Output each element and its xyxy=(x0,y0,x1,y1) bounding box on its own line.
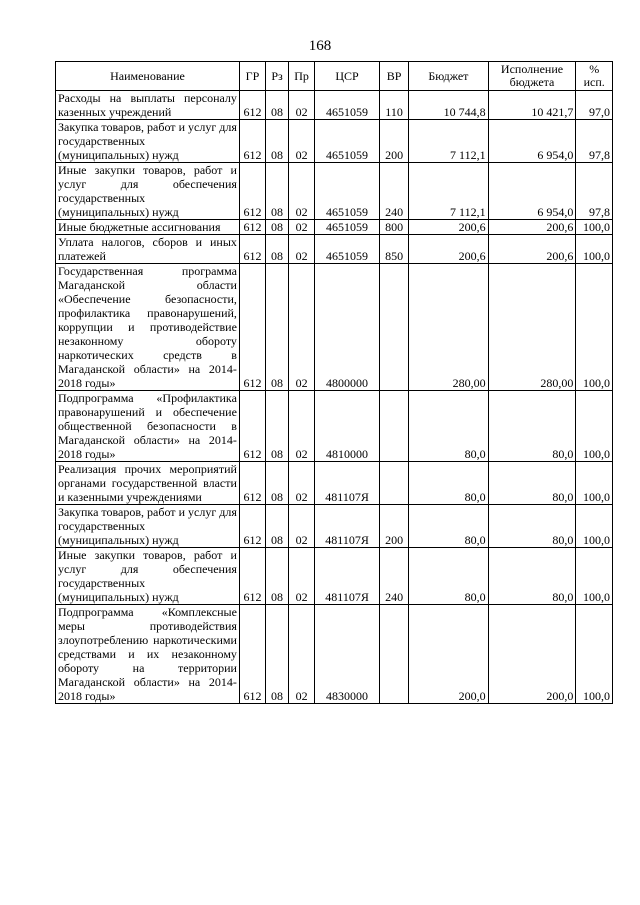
table-row xyxy=(56,91,613,120)
column-header-percent: % исп. xyxy=(576,62,613,91)
row-vr xyxy=(379,264,408,391)
row-csr: 481107Я xyxy=(315,462,380,505)
row-pr: 02 xyxy=(289,605,315,704)
row-percent: 100,0 xyxy=(576,235,613,264)
table-row xyxy=(56,220,613,235)
row-gr: 612 xyxy=(239,391,265,462)
column-header-rz: Рз xyxy=(266,62,289,91)
row-name: Иные закупки товаров, работ и услуг для обеспечения государственных (муниципальных) нужд xyxy=(56,163,240,220)
row-csr: 4651059 xyxy=(315,91,380,120)
column-header-execution: Исполнение бюджета xyxy=(488,62,576,91)
row-name: Подпрограмма «Комплексные меры противодействия злоупотреблению наркотическими средствами и их незаконному обороту на территории Магаданской области» на 2014-2018 годы» xyxy=(56,605,240,704)
row-budget: 200,6 xyxy=(409,235,488,264)
table-row xyxy=(56,462,613,505)
row-rz: 08 xyxy=(266,264,289,391)
row-percent: 100,0 xyxy=(576,462,613,505)
table-row xyxy=(56,235,613,264)
row-rz: 08 xyxy=(266,505,289,548)
row-percent: 100,0 xyxy=(576,264,613,391)
row-pr: 02 xyxy=(289,548,315,605)
row-csr: 4651059 xyxy=(315,220,380,235)
table-row xyxy=(56,391,613,462)
column-header-csr: ЦСР xyxy=(315,62,380,91)
row-gr: 612 xyxy=(239,163,265,220)
row-vr xyxy=(379,462,408,505)
row-vr xyxy=(379,391,408,462)
row-rz: 08 xyxy=(266,120,289,163)
row-gr: 612 xyxy=(239,120,265,163)
row-budget: 80,0 xyxy=(409,462,488,505)
table-row xyxy=(56,548,613,605)
row-name: Закупка товаров, работ и услуг для государственных (муниципальных) нужд xyxy=(56,505,240,548)
table-row xyxy=(56,120,613,163)
row-csr: 4800000 xyxy=(315,264,380,391)
row-vr: 240 xyxy=(379,163,408,220)
row-execution: 200,0 xyxy=(488,605,576,704)
row-gr: 612 xyxy=(239,235,265,264)
row-gr: 612 xyxy=(239,264,265,391)
row-percent: 97,0 xyxy=(576,91,613,120)
row-execution: 200,6 xyxy=(488,235,576,264)
row-csr: 481107Я xyxy=(315,548,380,605)
column-header-name: Наименование xyxy=(56,62,240,91)
row-pr: 02 xyxy=(289,264,315,391)
row-csr: 4830000 xyxy=(315,605,380,704)
table-row xyxy=(56,264,613,391)
row-execution: 80,0 xyxy=(488,548,576,605)
row-name: Иные бюджетные ассигнования xyxy=(56,220,240,235)
row-execution: 200,6 xyxy=(488,220,576,235)
row-percent: 97,8 xyxy=(576,120,613,163)
budget-table xyxy=(55,61,613,704)
row-name: Подпрограмма «Профилактика правонарушений и обеспечение общественной безопасности в Магаданской области» на 2014-2018 годы» xyxy=(56,391,240,462)
row-budget: 200,6 xyxy=(409,220,488,235)
column-header-budget: Бюджет xyxy=(409,62,488,91)
row-budget: 10 744,8 xyxy=(409,91,488,120)
row-execution: 80,0 xyxy=(488,505,576,548)
row-vr: 200 xyxy=(379,505,408,548)
row-budget: 7 112,1 xyxy=(409,163,488,220)
row-pr: 02 xyxy=(289,220,315,235)
row-percent: 100,0 xyxy=(576,220,613,235)
row-rz: 08 xyxy=(266,391,289,462)
row-rz: 08 xyxy=(266,235,289,264)
row-rz: 08 xyxy=(266,462,289,505)
row-gr: 612 xyxy=(239,220,265,235)
row-name: Расходы на выплаты персоналу казенных учреждений xyxy=(56,91,240,120)
row-execution: 10 421,7 xyxy=(488,91,576,120)
row-execution: 80,0 xyxy=(488,391,576,462)
row-vr: 850 xyxy=(379,235,408,264)
row-budget: 280,00 xyxy=(409,264,488,391)
row-percent: 100,0 xyxy=(576,548,613,605)
row-rz: 08 xyxy=(266,548,289,605)
column-header-pr: Пр xyxy=(289,62,315,91)
row-rz: 08 xyxy=(266,163,289,220)
row-pr: 02 xyxy=(289,120,315,163)
row-csr: 4651059 xyxy=(315,120,380,163)
row-budget: 80,0 xyxy=(409,505,488,548)
row-pr: 02 xyxy=(289,163,315,220)
row-gr: 612 xyxy=(239,505,265,548)
column-header-gr: ГР xyxy=(239,62,265,91)
row-budget: 200,0 xyxy=(409,605,488,704)
row-csr: 4651059 xyxy=(315,235,380,264)
table-row xyxy=(56,505,613,548)
row-percent: 100,0 xyxy=(576,505,613,548)
row-vr: 240 xyxy=(379,548,408,605)
table-header-row xyxy=(56,62,613,91)
page-number: 168 xyxy=(308,38,332,54)
row-percent: 97,8 xyxy=(576,163,613,220)
row-name: Уплата налогов, сборов и иных платежей xyxy=(56,235,240,264)
row-execution: 80,0 xyxy=(488,462,576,505)
row-execution: 280,00 xyxy=(488,264,576,391)
row-percent: 100,0 xyxy=(576,605,613,704)
row-execution: 6 954,0 xyxy=(488,163,576,220)
row-csr: 481107Я xyxy=(315,505,380,548)
row-budget: 7 112,1 xyxy=(409,120,488,163)
column-header-vr: ВР xyxy=(379,62,408,91)
row-gr: 612 xyxy=(239,91,265,120)
row-csr: 4651059 xyxy=(315,163,380,220)
row-vr: 800 xyxy=(379,220,408,235)
row-rz: 08 xyxy=(266,605,289,704)
row-budget: 80,0 xyxy=(409,548,488,605)
row-pr: 02 xyxy=(289,91,315,120)
table-row xyxy=(56,605,613,704)
table-row xyxy=(56,163,613,220)
row-rz: 08 xyxy=(266,91,289,120)
row-pr: 02 xyxy=(289,462,315,505)
row-name: Государственная программа Магаданской области «Обеспечение безопасности, профилактика правонарушений, коррупции и противодействие незаконному обороту наркотических средств в Магаданской области» на 2014-2018 годы» xyxy=(56,264,240,391)
row-pr: 02 xyxy=(289,235,315,264)
row-vr: 200 xyxy=(379,120,408,163)
row-execution: 6 954,0 xyxy=(488,120,576,163)
row-gr: 612 xyxy=(239,548,265,605)
row-gr: 612 xyxy=(239,605,265,704)
row-pr: 02 xyxy=(289,391,315,462)
row-vr xyxy=(379,605,408,704)
row-vr: 110 xyxy=(379,91,408,120)
row-budget: 80,0 xyxy=(409,391,488,462)
row-name: Закупка товаров, работ и услуг для государственных (муниципальных) нужд xyxy=(56,120,240,163)
row-csr: 4810000 xyxy=(315,391,380,462)
row-name: Реализация прочих мероприятий органами государственной власти и казенными учреждениями xyxy=(56,462,240,505)
row-pr: 02 xyxy=(289,505,315,548)
row-rz: 08 xyxy=(266,220,289,235)
row-percent: 100,0 xyxy=(576,391,613,462)
row-gr: 612 xyxy=(239,462,265,505)
row-name: Иные закупки товаров, работ и услуг для обеспечения государственных (муниципальных) нужд xyxy=(56,548,240,605)
